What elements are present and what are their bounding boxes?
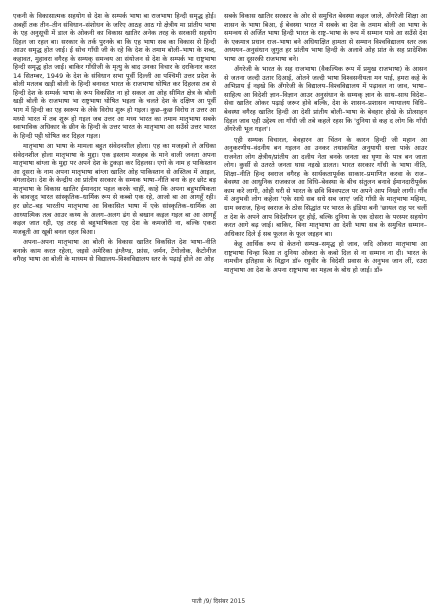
- right-text-column: [224, 12, 427, 276]
- left-text-column: [13, 12, 216, 266]
- paragraph: मातृभाषा आ भाषा के मामला बहुत संवेदनशील होला। एह का मजहबो ले अधिका संवेदनशील होला मातृभाषा के मुद्दा। एक इस्लाम मजहब के माने वाली जनता अपना मातृभाषा बांग्ला के मुद्दा पर अपने देश के टुकड़ा कर दिहलस। एगो के नाम ह पाकिस्तान आ दूसरा के नाम अपना मातृभाषा बांग्ला खातिर ओह पाकिस्तान से अस्तित्व में आइल, बंगलादेश। देश के केन्द्रीय आ प्रांतीय सरकार के सम्यक भाषा–नीति बना के हर छोट बड़ मातृभाषा के विकास खातिर ईमानदार पहल करके चाहीं, काहे कि अपना बहुभाषिकता के बावजूद भारत सांस्कृतिक–धार्मिक रूप से कब्बो एक रहे, आजो बा आ आगहूँ रही। हर छोट–बड़ भारतीय मातृभाषा आ विकासित भाषा में एके सांस्कृतिक–धार्मिक आ आध्यात्मिक तत्व आउर कथ्य के अलग–अलग ढंग से बखान कइल गइल बा आ आगहूँ कइल जात रही, एह तरह से बहुभाषिकता एह देश के कमजोरी ना, बल्कि एकरा मजबूती आ खूबी बनल रहल बिआ।: [13, 142, 216, 236]
- paragraph: अपना–अपना मातृभाषा आ बोली के विकास खातिर विकसित देश भाषा–नीति बनाके काम करत रहेला, जइसे अमेरिका इंग्लैण्ड, फ्रांस, जर्मन, टेंगोलोक, कैटोनीज वगैरह भाषा आ बोली के माध्यम से विद्यालय–विश्वविद्यालय स्तर के पढ़ाई होले आ ओह: [13, 238, 216, 264]
- paragraph: केहू आर्थिक रूप से केतनो सम्पन्न–समृद्ध हो जाव, जदि ओकरा मातृभाषा आ राष्ट्रभाषा चिन्हा बिआ त दुनिया ओकरा के कबो दिल से ना सम्मान ना दी। भारत के नामचीन इतिहास के विद्वान डॉ० रघुवीर के विदेशी प्रवास के अनुभव जान लीं, रउरा मातृभाषा आ देश के अपना राष्ट्रभाषा का महत्व के बोध हो जाई। डॉ०: [224, 240, 427, 274]
- paragraph: एकनी के विकासात्मक सहयोग से देश के सम्पर्क भाषा बा राजभाषा हिन्दी समृद्ध होई। अबहीं तक तीन–तीन संविधान–संशोधन के जरिए आठह आठ गो क्षेत्रीय मा प्रांतीय भाषा के एह अनुसूची में डाल के ओकनी का विकास खातिर अनेक तरह के सरकारी सहयोग दिहल जा रहल बा। सरकार के तर्क पुरनके बा कि एह भाषा सब का विकास से हिन्दी आउर समृद्ध होत जाई। ई सोच गाँधी जी के रहे कि देश के तमाम बोली–भाषा के शब्द, कहावत, मुहावरा वगैरह के सम्यक् समन्वय आ संयोजन से देश के सम्पर्क भा राष्ट्रभाषा हिन्दी समृद्ध होत जाई। बाकिर गाँधीजी के मृत्यु के बाद उनका विचार के दरकिनार करत 14 सितम्बर, 1949 के देश के संविधान सभा पूर्वी दिल्ली आ पश्चिमी उत्तर प्रदेश के बोली मतलब खड़ी बोली के हिन्दी बनावत भारत के राजभाषा घोषित कर दिहलस तब से हिन्दी देश के सम्पर्क भाषा के रूप विकसित ना हो सकल आ ओह सीमित क्षेत्र के बोली खड़ी बोली के राजभाषा भा राष्ट्रभाषा घोषित भइला के चलते देश के दक्षिण आ पूर्वी भाग में हिन्दी का एह स्वरूप के लेके विरोध शुरू हो गइल। कुछ–कुछ विरोध त उत्तर आ मध्यो भारत में तब शुरू हो गइल जब उत्तर आ मध्य भारत का तमाम मातृभाषा सबके स्वाभाविक अधिकार के छीन के हिन्दी के उत्तर भारत के मातृभाषा आ सउँसे उत्तर भारत के हिन्दी पट्टी घोषित कर दिहल गइल।: [13, 12, 216, 140]
- paragraph: अँगरेजी के भारत के सह राजभाषा (वैकल्पिक रूप में प्रमुख राजभाषा) के आसन से जतना जल्दी उतार दिआई, ओतने जल्दी भाषा विश्वसनीयता मन पाई, हमरा कहे के अभिप्राय ई नइखे कि अँगरेजी के विद्यालय–विश्वविद्यालय में पढ़ावल ना जाव, भाषा–साहित्य आ विदेशी ज्ञान–विज्ञान आउर अनुसंधान के सम्यक् ज्ञान के साथ–साथ विदेश–सेवा खातिर ओकर पढ़ाई जरूर होवे बल्कि, देश के शासन–प्रशासन न्यायालय विधि–बेवस्था वगैरह खातिर हिन्दी आ देशी प्रांतीय बोली–भाषा के बेवहार होखे के प्रोत्साहन दिहल जाव एही उद्देश्य ला गाँधी जी तबे कहले रहस कि 'दुनिया से कह द लोग कि गाँधी अँगरेजी भूल गइल'।: [224, 65, 427, 134]
- paragraph: एही सम्यक विचारल, बेवहारन आ चिंतन के कारन हिन्दी जी महान आ अनुकरणीय–वंदनीय बन गइलन आ उनकर तथाकथित अनुयायी सत्ता पाके आउर राजनेता लोग क्षेत्रीय/प्रांतीय आ दलीय नेता बनके जनता का घृणा के पात्र बन जाता लोग। कुर्सी से उतरते जनता घास नइखे डालत। भारत सरकार गाँधी के भाषा नीति, शिक्षा–नीति हिन्द स्वराज वगैरह के सार्थकतापूर्वक साकार–प्रमाणित करवा के राज–बेवस्था आ आधुनिक राजकाज आ विधि–बेवस्था के बीच संतुलन बनावे ईमानदारीपूर्वक काम करे लागी, ओही घरी से भारत के छवि विश्वपटल पर अपने आप निखरे लागी। गाँव में अनुभवी लोग कहेला 'एके साधे सब सधे सब जाए' जदि गाँधी के मातृभाषा महिमा, ग्राम स्वराज, हिन्द स्वराज के ठोस सिद्धांत पर भारत के इंडिया बनी 'छायल राह पर चलीं त देश के अपने आप विदेशीपन दूर होई, बल्कि दुनिया के एक दोसरा के परस्पर सहयोग करत आगे बढ़ जाई। बाकिर, बिना मातृभाषा आ देशी भाषा सब के समुचित सम्मान–अधिकार दिले ई सब फूलल के फूल जइहन बा।: [224, 135, 427, 238]
- page-footer: पाती /9/ दिसंबर 2015: [191, 598, 246, 605]
- paragraph: सबके विकास खातिर सरकार के ओर से समुचित बेवस्था कइल जाले, अँगरेजी शिक्षा आ शासन के भाषा बिआ, ई बेवस्था भारत में सबके बा देश के तमाम बोली आ भाषा के समन्वय से अर्जित भाषा हिन्दी भारत के राष्ट्र–भाषा के रूप में सम्मान पावे आ सउँसे देश के एकमात्र प्रधान राज–भाषा बने अधियाक्षित हामता से सम्मान विश्वविद्यालय स्तर तक अध्ययन–अनुसंधान जुगुत हर प्रांतीय भाषा हिन्दी के अलावे ओह प्रांत के सह प्रादेशिक भाषा आ दूसरकी राजभाषा बने।: [224, 12, 427, 63]
